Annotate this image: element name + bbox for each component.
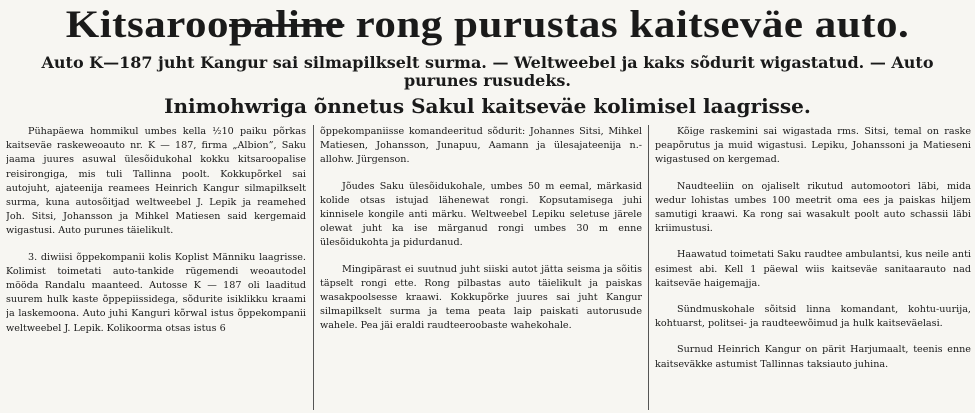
paragraph: Pühapäewa hommikul umbes kella ½10 paiku põrkas kaitseväe raskeweoauto nr. K — 187, firma „Albion”, Saku jaama juures asuwal ülesõidukohal kokku kitsaroopalise reisirongiga, mis tuli Tallinna poolt. Kokkupõrkel sai autojuht, ajateenija reamees Heinrich Kangur silmapilkselt surma, kuna autosõitjad weltweebel J. Lepik ja reamehed Joh. Sitsi, Johansson ja Mihkel Matiesen said kergemaid wigastusi. Auto purunes täielikult. <box>6 126 306 237</box>
paragraph: Jõudes Saku ülesõidukohale, umbes 50 m eemal, märkasid kolide otsas istujad lähenewat rongi. Kopsutamisega juhi kinnisele kongile anti märku. Weltweebel Lepiku seletuse järele olewat juht ka ise märganud rongi umbes 30 m enne ülesõidukohta ja pidurdanud. <box>320 180 642 249</box>
headline-part1: Kitsaroo <box>65 2 230 47</box>
headline <box>0 4 975 46</box>
paragraph: Haawatud toimetati Saku raudtee ambulantsi, kus neile anti esimest abi. Kell 1 päewal wiis kaitseväe sanitaarauto nad kaitseväe haigemajja. <box>655 249 971 289</box>
paragraph: Kõige raskemini sai wigastada rms. Sitsi, temal on raske peapõrutus ja muid wigastusi. Lepiku, Johanssoni ja Matieseni wigastused on kergemad. <box>655 126 971 166</box>
paragraph: 3. diwiisi õppekompanii kolis Koplist Männiku laagrisse. Kolimist toimetati auto-tankide rügemendi weoautodel mööda Randalu maanteed. Autosse K — 187 oli laaditud suurem hulk kaste õppepiissidega, sõdurite isiklikku kraami ja laskemoona. Auto juhi Kanguri kõrwal istus õppekompanii weltweebel J. Lepik. Kolikoorma otsas istus 6 <box>6 251 306 334</box>
column-divider <box>648 125 649 410</box>
paragraph: Naudteeliin on ojaliselt rikutud automootori läbi, mida wedur lohistas umbes 100 meetrit oma ees ja paiskas hiljem samutigi kraawi. Ka rong sai wasakult poolt auto schassii läbi kriimustusi. <box>655 180 971 235</box>
paragraph: Mingipärast ei suutnud juht siiski autot jätta seisma ja sõitis täpselt rongi ette. Rong pilbastas auto täielikult ja paiskas wasakpoolsesse kraawi. Kokkupõrke juures sai juht Kangur silmapilkselt surma ja tema peata laip paiskati autorusude wahele. Pea jäi eraldi raudteeroobaste wahekohale. <box>320 263 642 332</box>
article-column-3 <box>655 125 971 410</box>
headline-struck-text: paline <box>229 2 345 47</box>
headline-part2: rong purustas kaitseväe auto. <box>344 2 910 47</box>
paragraph: Surnud Heinrich Kangur on pärit Harjumaalt, teenis enne kaitseväkke astumist Tallinnas taksiauto juhina. <box>655 344 971 370</box>
column-divider <box>313 125 314 410</box>
article-column-2 <box>320 125 642 410</box>
section-headline: Inimohwriga õnnetus Sakul kaitseväe kolimisel laagrisse. <box>164 94 811 118</box>
article-column-1 <box>6 125 306 410</box>
paragraph: õppekompaniisse komandeeritud sõdurit: Johannes Sitsi, Mihkel Matiesen, Johansson, Junapuu, Aamann ja ülesajateenija n.-allohw. Jürgenson. <box>320 126 642 166</box>
subheadline: Auto K—187 juht Kangur sai silmapilkselt surma. — Weltweebel ja kaks sõdurit wigastatud. — Auto purunes rusudeks. <box>41 53 934 90</box>
paragraph: Sündmuskohale sõitsid linna komandant, kohtu-uurija, kohtuarst, politsei- ja raudteewõimud ja hulk kaitseväelasi. <box>655 304 971 330</box>
